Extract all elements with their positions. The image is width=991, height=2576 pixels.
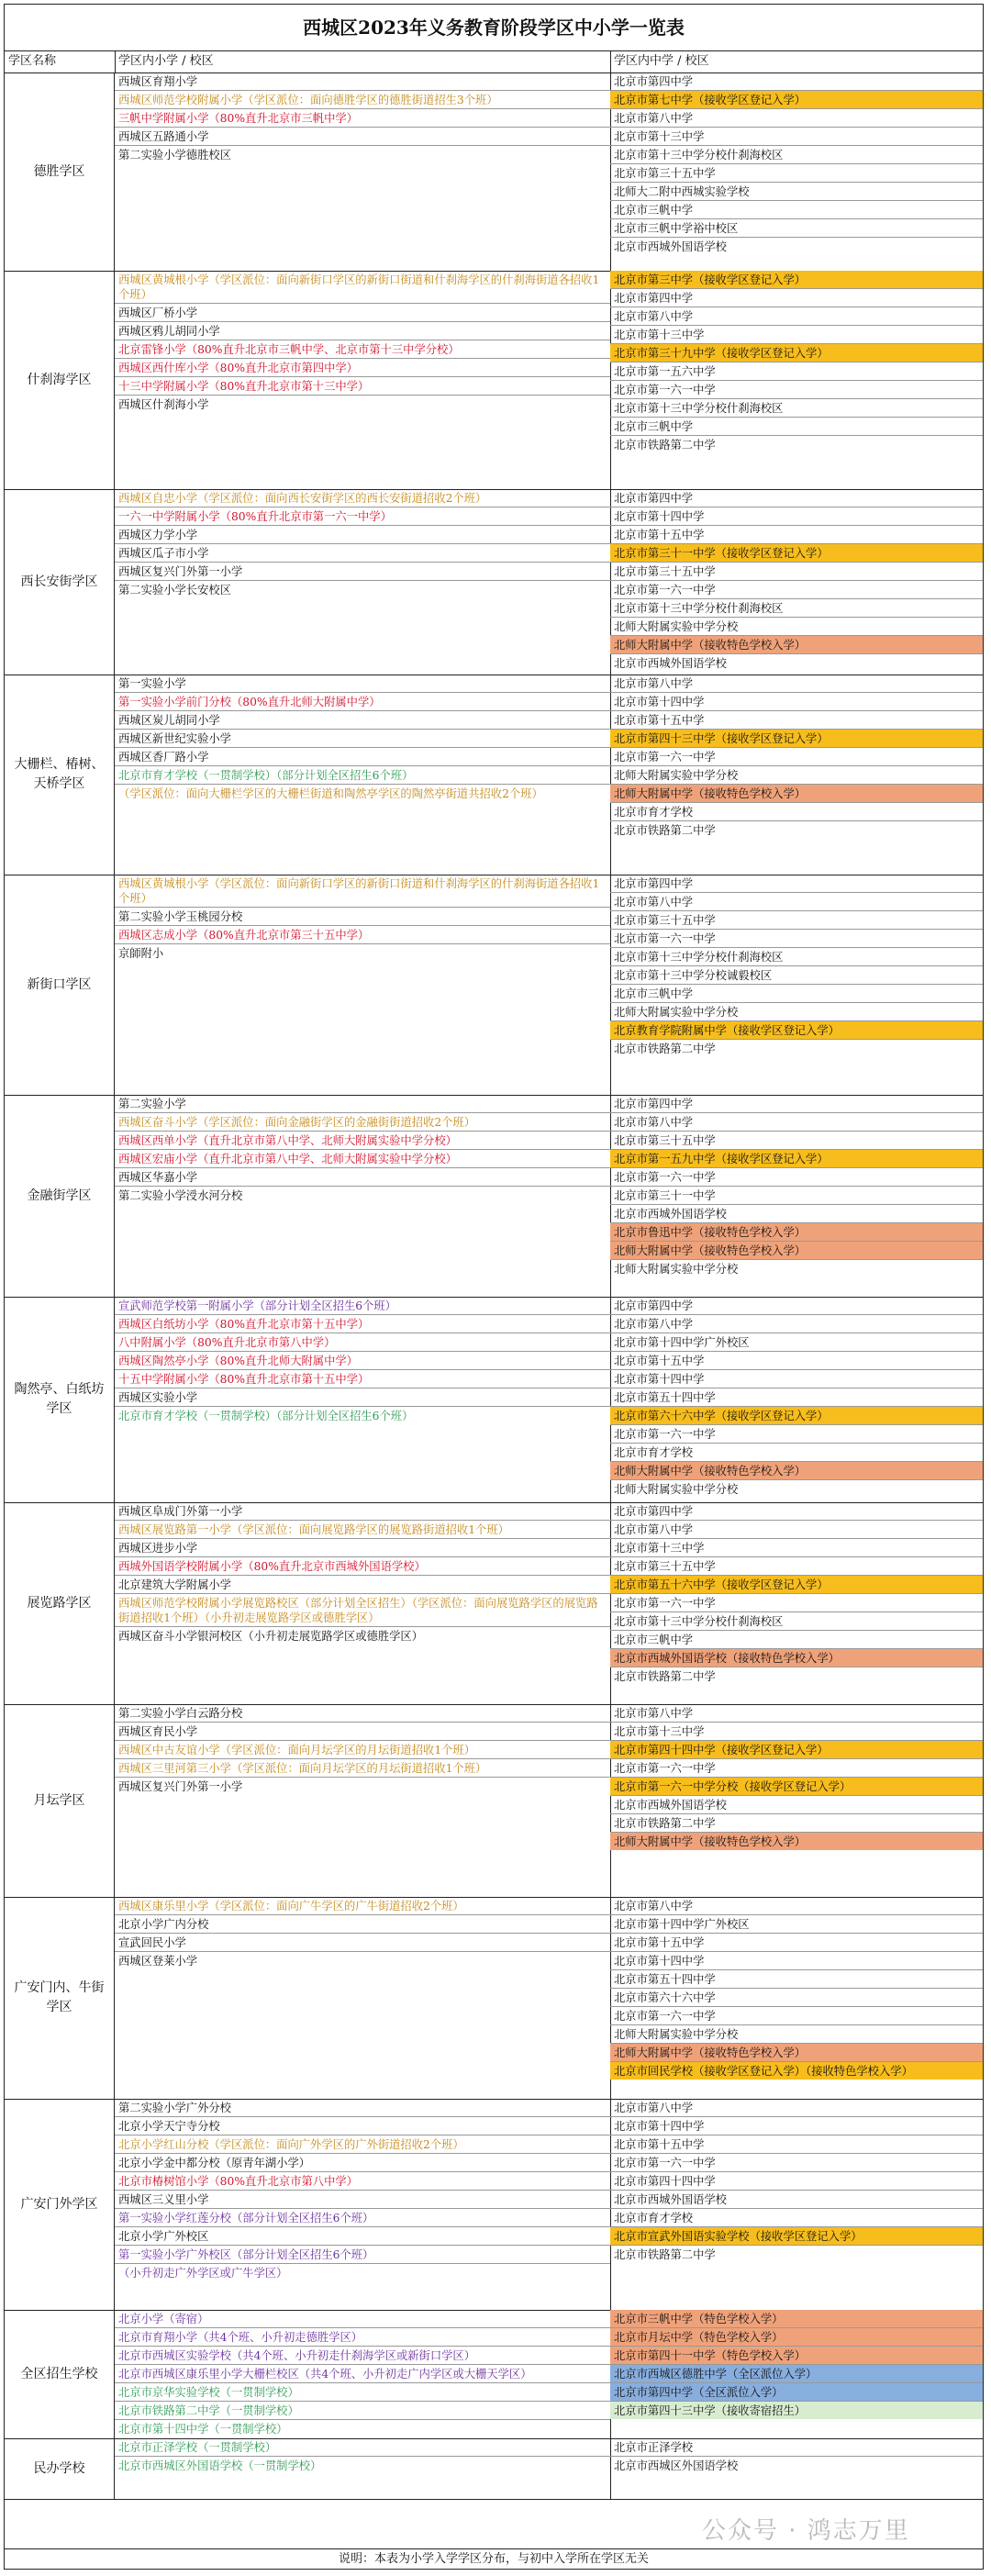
- primary-school-cell: 西城区志成小学（80%直升北京市第三十五中学）: [115, 926, 610, 944]
- middle-school-cell: 北京市第八中学: [610, 893, 983, 911]
- primary-school-list: [115, 2099, 611, 2310]
- primary-school-cell: 北京市第十四中学（一贯制学校）: [118, 2423, 288, 2436]
- primary-school-cell: 西城区瓜子市小学: [115, 544, 610, 563]
- primary-school-cell: 西城区奋斗小学银河校区（小升初走展览路学区或德胜学区）: [118, 1630, 424, 1643]
- primary-school-cell: 北京市西城区实验学校（共4个班、小升初走什刹海学区或新街口学区）: [115, 2347, 610, 2365]
- primary-school-cell: 西城区新世纪实验小学: [115, 730, 610, 748]
- middle-school-cell: 北京市育才学校: [610, 1444, 983, 1462]
- middle-school-cell: 北京市第十四中学广外校区: [610, 1333, 983, 1352]
- primary-school-cell: 西城区五路通小学: [115, 128, 610, 146]
- middle-school-cell: 北京市第一六一中学: [610, 930, 983, 948]
- middle-school-list: [610, 2099, 983, 2310]
- district-name: 新街口学区: [5, 875, 115, 1095]
- middle-school-cell: 北京市第八中学: [610, 1113, 983, 1132]
- primary-school-cell: 第一实验小学红莲分校（部分计划全区招生6个班）: [115, 2209, 610, 2227]
- district-name: 大栅栏、椿树、天桥学区: [5, 675, 115, 875]
- primary-school-cell: 西城区白纸坊小学（80%直升北京市第十五中学）: [115, 1315, 610, 1333]
- middle-school-cell: 北京市第一六一中学: [610, 2007, 983, 2025]
- middle-school-list: [610, 72, 983, 271]
- district-name: 广安门内、牛街学区: [5, 1897, 115, 2099]
- primary-school-cell: 第二实验小学德胜校区: [118, 149, 231, 162]
- middle-school-cell: 北京市第三十五中学: [610, 1132, 983, 1150]
- primary-school-cell: 西城区育民小学: [115, 1723, 610, 1741]
- middle-school-cell: 北京市三帆中学: [610, 418, 983, 436]
- primary-school-cell: 第一实验小学广外校区（部分计划全区招生6个班）: [115, 2246, 610, 2264]
- primary-school-list: [115, 1502, 611, 1704]
- middle-school-cell: 北京市三帆中学裕中校区: [610, 219, 983, 238]
- primary-school-cell: 北京市育翔小学（共4个班、小升初走德胜学区）: [115, 2328, 610, 2347]
- middle-school-cell: 北师大附属实验中学分校: [614, 1263, 739, 1276]
- primary-school-cell: 北京小学（寄宿）: [115, 2310, 610, 2328]
- primary-school-list: [115, 875, 611, 1095]
- district-name: 西长安街学区: [5, 489, 115, 675]
- primary-school-list: [115, 1095, 611, 1297]
- middle-school-list: [610, 489, 983, 675]
- middle-school-cell: 北师大附属实验中学分校: [610, 766, 983, 785]
- middle-school-cell: 北京市西城外国语学校: [610, 2191, 983, 2209]
- middle-school-list: [610, 1897, 983, 2099]
- district-row: [5, 1297, 983, 1503]
- middle-school-cell: 北京市鲁迅中学（接收特色学校入学）: [610, 1223, 983, 1242]
- primary-school-list: [115, 675, 611, 875]
- middle-school-cell: 北京市西城外国语学校: [614, 657, 727, 670]
- primary-school-cell: 西城外国语学校附属小学（80%直升北京市西城外国语学校）: [115, 1557, 610, 1576]
- middle-school-cell: 北京市西城区德胜中学（全区派位入学）: [610, 2365, 983, 2383]
- table-header: [5, 50, 983, 73]
- district-row: [5, 1704, 983, 1898]
- primary-school-cell: 西城区师范学校附属小学（学区派位：面向德胜学区的德胜街道招生3个班）: [115, 91, 610, 109]
- primary-school-list: [115, 72, 611, 271]
- middle-school-cell: 北京市第八中学: [610, 1315, 983, 1333]
- primary-school-cell: 西城区香厂路小学: [115, 748, 610, 766]
- middle-school-cell: 北京市第十五中学: [610, 1934, 983, 1952]
- primary-school-cell: 西城区力学小学: [115, 526, 610, 544]
- primary-school-list: [115, 1297, 611, 1502]
- primary-school-cell: 第二实验小学涭水河分校: [118, 1189, 243, 1202]
- middle-school-cell: 北京市第十三中学分校什刹海校区: [610, 948, 983, 966]
- middle-school-cell: 北京市第十五中学: [610, 711, 983, 730]
- middle-school-cell: 北京市第十三中学分校什刹海校区: [610, 1612, 983, 1631]
- middle-school-cell: 北京市正泽学校: [610, 2438, 983, 2457]
- middle-school-cell: 北京市第十三中学分校什刹海校区: [610, 399, 983, 418]
- primary-school-cell: 第二实验小学白云路分校: [115, 1704, 610, 1723]
- middle-school-cell: 北京市第四十三中学（接收学区登记入学）: [610, 730, 983, 748]
- middle-school-cell: 北京市第六十六中学: [610, 1989, 983, 2007]
- middle-school-cell: 北师大附属中学（接收特色学校入学）: [610, 1833, 983, 1850]
- middle-school-cell: 北京市第一五六中学: [610, 362, 983, 381]
- primary-school-cell: 西城区鸦儿胡同小学: [115, 322, 610, 340]
- middle-school-cell: 北京市第十五中学: [610, 526, 983, 544]
- middle-school-cell: 北京市西城外国语学校: [610, 1796, 983, 1814]
- primary-school-cell: 北京市西城区外国语学校（一贯制学校）: [118, 2459, 322, 2472]
- middle-school-cell: 北京市第八中学: [610, 1704, 983, 1723]
- middle-school-cell: 北京市第十四中学: [610, 507, 983, 526]
- middle-school-cell: 北京市第八中学: [610, 2099, 983, 2117]
- middle-school-cell: 北京市铁路第二中学: [614, 2248, 716, 2261]
- middle-school-cell: 北京市第十四中学: [610, 1370, 983, 1388]
- district-row: [5, 72, 983, 272]
- middle-school-cell: 北京市第十四中学: [610, 1952, 983, 1970]
- district-row: [5, 2310, 983, 2439]
- middle-school-cell: 北京市育才学校: [610, 2209, 983, 2227]
- middle-school-cell: 北京市第十三中学分校什刹海校区: [610, 146, 983, 164]
- primary-school-cell: 西城区西单小学（直升北京市第八中学、北师大附属实验中学分校）: [115, 1132, 610, 1150]
- middle-school-cell: 北京市第一六一中学: [610, 1168, 983, 1187]
- middle-school-cell: 北师大附属中学（接收特色学校入学）: [610, 636, 983, 654]
- middle-school-cell: 北京市育才学校: [610, 803, 983, 821]
- primary-school-cell: 京師附小: [118, 947, 164, 960]
- middle-school-cell: 北京市第十四中学: [610, 2117, 983, 2136]
- primary-school-cell: 北京小学广外校区: [115, 2227, 610, 2246]
- middle-school-cell: 北京市第四中学: [610, 875, 983, 893]
- primary-school-cell: 第二实验小学玉桃园分校: [115, 908, 610, 926]
- middle-school-cell: 北京市三帆中学（特色学校入学）: [610, 2310, 983, 2328]
- primary-school-list: [115, 1704, 611, 1897]
- primary-school-cell: 西城区黄城根小学（学区派位：面向新街口学区的新街口街道和什刹海学区的什刹海街道各招收1个班）: [115, 875, 610, 908]
- table-title: 西城区2023年义务教育阶段学区中小学一览表: [5, 5, 983, 51]
- middle-school-cell: 北京市第六十六中学（接收学区登记入学）: [610, 1407, 983, 1425]
- middle-school-cell: 北京市第十三中学分校什刹海校区: [610, 599, 983, 618]
- middle-school-list: [610, 675, 983, 875]
- primary-school-cell: 第二实验小学长安校区: [118, 584, 231, 597]
- middle-school-cell: 北京市第十三中学: [610, 1539, 983, 1557]
- middle-school-list: [610, 1095, 983, 1297]
- middle-school-cell: 北京教育学院附属中学（接收学区登记入学）: [610, 1021, 983, 1040]
- primary-school-cell: 西城区自忠小学（学区派位：面向西长安街学区的西长安街道招收2个班）: [115, 489, 610, 507]
- middle-school-cell: 北京市第十四中学: [610, 693, 983, 711]
- middle-school-cell: 北师大附属中学（接收特色学校入学）: [610, 785, 983, 803]
- primary-school-cell: 西城区进步小学: [115, 1539, 610, 1557]
- middle-school-cell: 北师大附属实验中学分校: [610, 2025, 983, 2044]
- district-name: 月坛学区: [5, 1704, 115, 1897]
- primary-school-cell: 北京建筑大学附属小学: [115, 1576, 610, 1594]
- district-row: [5, 271, 983, 490]
- middle-school-cell: 北京市第一六一中学: [610, 581, 983, 599]
- primary-school-cell: 西城区厂桥小学: [115, 304, 610, 322]
- middle-school-cell: 北京市第四十三中学（接收寄宿招生）: [610, 2402, 983, 2419]
- middle-school-cell: 北师大二附中西城实验学校: [610, 183, 983, 201]
- middle-school-cell: 北师大附属实验中学分校: [610, 618, 983, 636]
- primary-school-cell: 北京小学金中都分校（原青年湖小学）: [115, 2154, 610, 2172]
- middle-school-cell: 北京市第四中学: [610, 1502, 983, 1521]
- middle-school-list: [610, 1297, 983, 1502]
- primary-school-cell: 西城区中古友谊小学（学区派位：面向月坛学区的月坛街道招收1个班）: [115, 1741, 610, 1759]
- middle-school-cell: 北京市第三十一中学（接收学区登记入学）: [610, 544, 983, 563]
- primary-school-cell: 第一实验小学: [115, 675, 610, 693]
- primary-school-cell: 第二实验小学广外分校: [115, 2099, 610, 2117]
- middle-school-cell: 北京市铁路第二中学: [614, 439, 716, 452]
- primary-school-cell: （学区派位：面向大栅栏学区的大栅栏街道和陶然亭学区的陶然亭街道共招收2个班）: [118, 787, 543, 800]
- middle-school-cell: 北京市第三十五中学: [610, 563, 983, 581]
- primary-school-cell: 北京市正泽学校（一贯制学校）: [115, 2438, 610, 2457]
- district-name: 陶然亭、白纸坊学区: [5, 1297, 115, 1502]
- district-name: 展览路学区: [5, 1502, 115, 1704]
- middle-school-cell: 北京市第三十五中学: [610, 164, 983, 183]
- primary-school-cell: 西城区炭儿胡同小学: [115, 711, 610, 730]
- middle-school-cell: 北京市第十五中学: [610, 1352, 983, 1370]
- middle-school-cell: 北京市第五十六中学（接收学区登记入学）: [610, 1576, 983, 1594]
- middle-school-cell: 北京市月坛中学（特色学校入学）: [610, 2328, 983, 2347]
- district-name: 德胜学区: [5, 72, 115, 271]
- middle-school-cell: 北京市三帆中学: [610, 201, 983, 219]
- middle-school-cell: 北京市第四十一中学（特色学校入学）: [610, 2347, 983, 2365]
- district-row: [5, 675, 983, 875]
- primary-school-cell: 第一实验小学前门分校（80%直升北师大附属中学）: [115, 693, 610, 711]
- middle-school-cell: 北京市第八中学: [610, 675, 983, 693]
- primary-school-cell: 西城区三里河第三小学（学区派位：面向月坛学区的月坛街道招收1个班）: [115, 1759, 610, 1778]
- middle-school-cell: 北京市三帆中学: [610, 1631, 983, 1649]
- school-table: [4, 4, 984, 2570]
- middle-school-cell: 北京市铁路第二中学: [610, 1814, 983, 1833]
- middle-school-cell: 北京市第八中学: [610, 109, 983, 128]
- middle-school-cell: 北师大附属实验中学分校: [614, 1483, 739, 1496]
- middle-school-cell: 北京市第十三中学: [610, 1723, 983, 1741]
- primary-school-list: [115, 2310, 611, 2438]
- primary-school-cell: 西城区奋斗小学（学区派位：面向金融街学区的金融街街道招收2个班）: [115, 1113, 610, 1132]
- primary-school-cell: 西城区三义里小学: [115, 2191, 610, 2209]
- middle-school-list: [610, 2310, 983, 2438]
- primary-school-cell: 西城区康乐里小学（学区派位：面向广牛学区的广牛街道招收2个班）: [115, 1897, 610, 1915]
- middle-school-cell: 北京市回民学校（接收学区登记入学）（接收特色学校入学）: [610, 2062, 983, 2080]
- primary-school-cell: 北京小学红山分校（学区派位：面向广外学区的广外街道招收2个班）: [115, 2136, 610, 2154]
- primary-school-cell: 十三中学附属小学（80%直升北京市第十三中学）: [115, 377, 610, 396]
- primary-school-cell: 西城区宏庙小学（直升北京市第八中学、北师大附属实验中学分校）: [115, 1150, 610, 1168]
- middle-school-cell: 北师大附属中学（接收特色学校入学）: [610, 2044, 983, 2062]
- middle-school-cell: 北京市第一六一中学: [610, 381, 983, 399]
- primary-school-cell: 北京市椿树馆小学（80%直升北京市第八中学）: [115, 2172, 610, 2191]
- middle-school-list: [610, 271, 983, 489]
- district-name: 什刹海学区: [5, 271, 115, 489]
- primary-school-cell: 西城区复兴门外第一小学: [118, 1780, 243, 1793]
- middle-school-cell: 北京市第一六一中学: [610, 748, 983, 766]
- middle-school-list: [610, 2438, 983, 2499]
- primary-school-cell: 北京市铁路第二中学（一贯制学校）: [115, 2402, 610, 2420]
- middle-school-cell: 北京市第十五中学: [610, 2136, 983, 2154]
- primary-school-cell: 北京市西城区康乐里小学大栅栏校区（共4个班、小升初走广内学区或大栅天学区）: [115, 2365, 610, 2383]
- middle-school-cell: 北京市第三十五中学: [610, 911, 983, 930]
- middle-school-cell: 北京市第八中学: [610, 1897, 983, 1915]
- primary-school-cell: 宣武回民小学: [115, 1934, 610, 1952]
- middle-school-cell: 北京市第五十四中学: [610, 1388, 983, 1407]
- primary-school-list: [115, 2438, 611, 2499]
- middle-school-list: [610, 1502, 983, 1704]
- middle-school-cell: 北京市第四中学: [610, 289, 983, 307]
- middle-school-cell: 北京市西城区外国语学校: [614, 2459, 739, 2472]
- primary-school-cell: 北京市京华实验学校（一贯制学校）: [115, 2383, 610, 2402]
- primary-school-cell: 宣武师范学校第一附属小学（部分计划全区招生6个班）: [115, 1297, 610, 1315]
- middle-school-cell: 北京市第四中学（全区派位入学）: [610, 2383, 983, 2402]
- primary-school-list: [115, 1897, 611, 2099]
- primary-school-cell: 西城区黄城根小学（学区派位：面向新街口学区的新街口街道和什刹海学区的什刹海街道各招收1个班）: [115, 271, 610, 304]
- middle-school-cell: 北京市第一五九中学（接收学区登记入学）: [610, 1150, 983, 1168]
- primary-school-cell: 一六一中学附属小学（80%直升北京市第一六一中学）: [115, 507, 610, 526]
- primary-school-cell: 北京小学广内分校: [115, 1915, 610, 1934]
- district-name: 全区招生学校: [5, 2310, 115, 2438]
- primary-school-cell: 西城区展览路第一小学（学区派位：面向展览路学区的展览路街道招收1个班）: [115, 1521, 610, 1539]
- middle-school-cell: 北京市第三十五中学: [610, 1557, 983, 1576]
- header-middle: 学区内中学 / 校区: [614, 54, 709, 68]
- middle-school-cell: 北京市第三十九中学（接收学区登记入学）: [610, 344, 983, 362]
- middle-school-cell: 北京市第三中学（接收学区登记入学）: [610, 271, 983, 289]
- middle-school-cell: 北京市第一六一中学: [610, 1759, 983, 1778]
- middle-school-cell: 北师大附属实验中学分校: [610, 1003, 983, 1021]
- middle-school-list: [610, 875, 983, 1095]
- table-footer-note: 说明：本表为小学入学学区分布，与初中入学所在学区无关: [5, 2548, 983, 2570]
- district-row: [5, 875, 983, 1096]
- district-row: [5, 1095, 983, 1298]
- middle-school-cell: 北京市第一六一中学: [610, 1425, 983, 1444]
- middle-school-cell: 北京市第四中学: [610, 72, 983, 91]
- header-primary: 学区内小学 / 校区: [115, 50, 611, 72]
- header-district: 学区名称: [5, 50, 116, 72]
- middle-school-cell: 北京市第一六一中学: [610, 1594, 983, 1612]
- primary-school-cell: 西城区华嘉小学: [115, 1168, 610, 1187]
- middle-school-cell: 北师大附属中学（接收特色学校入学）: [610, 1242, 983, 1260]
- middle-school-cell: 北京市第八中学: [610, 1521, 983, 1539]
- district-row: [5, 1502, 983, 1705]
- primary-school-cell: 北京雷锋小学（80%直升北京市三帆中学、北京市第十三中学分校）: [115, 340, 610, 359]
- middle-school-cell: 北京市第十三中学分校诚毅校区: [610, 966, 983, 985]
- middle-school-cell: 北京市第八中学: [610, 307, 983, 326]
- middle-school-cell: 北京市宣武外国语实验学校（接收学区登记入学）: [610, 2227, 983, 2246]
- primary-school-cell: 西城区西什库小学（80%直升北京市第四中学）: [115, 359, 610, 377]
- middle-school-cell: 北京市西城外国语学校: [610, 1205, 983, 1223]
- middle-school-cell: 北京市第一六一中学: [610, 2154, 983, 2172]
- middle-school-cell: 北京市第四中学: [610, 489, 983, 507]
- middle-school-cell: 北京市铁路第二中学: [614, 1670, 716, 1683]
- middle-school-cell: 北京市三帆中学: [610, 985, 983, 1003]
- middle-school-cell: 北京市第四十四中学: [610, 2172, 983, 2191]
- middle-school-cell: 北京市铁路第二中学: [614, 824, 716, 837]
- middle-school-cell: 北京市第四中学: [610, 1095, 983, 1113]
- middle-school-cell: 北京市西城外国语学校（接收特色学校入学）: [610, 1649, 983, 1667]
- middle-school-cell: 北京市西城外国语学校: [614, 240, 727, 253]
- primary-school-cell: 西城区阜成门外第一小学: [115, 1502, 610, 1521]
- primary-school-cell: 西城区育翔小学: [115, 72, 610, 91]
- district-name: 金融街学区: [5, 1095, 115, 1297]
- middle-school-cell: 北京市第四中学: [610, 1297, 983, 1315]
- district-name: 民办学校: [5, 2438, 115, 2499]
- middle-school-cell: 北京市第一六一中学分校（接收学区登记入学）: [610, 1778, 983, 1796]
- district-row: [5, 489, 983, 675]
- primary-school-cell: 西城区什刹海小学: [118, 398, 209, 411]
- middle-school-cell: 北京市第十三中学: [610, 128, 983, 146]
- middle-school-cell: 北京市第四十四中学（接收学区登记入学）: [610, 1741, 983, 1759]
- primary-school-list: [115, 489, 611, 675]
- primary-school-cell: （小升初走广外学区或广牛学区）: [118, 2267, 288, 2280]
- watermark: 公众号 · 鸿志万里: [702, 2517, 910, 2545]
- primary-school-cell: 十五中学附属小学（80%直升北京市第十五中学）: [115, 1370, 610, 1388]
- district-row: [5, 2438, 983, 2500]
- primary-school-cell: 北京市育才学校（一贯制学校）（部分计划全区招生6个班）: [118, 1410, 414, 1422]
- primary-school-cell: 八中附属小学（80%直升北京市第八中学）: [115, 1333, 610, 1352]
- primary-school-cell: 西城区复兴门外第一小学: [115, 563, 610, 581]
- district-name: 广安门外学区: [5, 2099, 115, 2310]
- primary-school-cell: 西城区师范学校附属小学展览路校区（部分计划全区招生）（学区派位：面向展览路学区的展览路街道招收1个班）（小升初走展览路学区或德胜学区）: [115, 1594, 610, 1627]
- middle-school-cell: 北师大附属中学（接收特色学校入学）: [610, 1462, 983, 1480]
- middle-school-cell: 北京市第七中学（接收学区登记入学）: [610, 91, 983, 109]
- middle-school-cell: 北京市第三十一中学: [610, 1187, 983, 1205]
- primary-school-cell: 三帆中学附属小学（80%直升北京市三帆中学）: [115, 109, 610, 128]
- middle-school-cell: 北京市第五十四中学: [610, 1970, 983, 1989]
- district-row: [5, 1897, 983, 2100]
- primary-school-cell: 西城区陶然亭小学（80%直升北师大附属中学）: [115, 1352, 610, 1370]
- middle-school-cell: 北京市第十四中学广外校区: [610, 1915, 983, 1934]
- middle-school-cell: 北京市第十三中学: [610, 326, 983, 344]
- primary-school-cell: 北京小学天宁寺分校: [115, 2117, 610, 2136]
- middle-school-list: [610, 1704, 983, 1897]
- primary-school-cell: 第二实验小学: [115, 1095, 610, 1113]
- primary-school-cell: 西城区登莱小学: [118, 1955, 198, 1968]
- primary-school-cell: 西城区实验小学: [115, 1388, 610, 1407]
- primary-school-list: [115, 271, 611, 489]
- primary-school-cell: 北京市育才学校（一贯制学校）（部分计划全区招生6个班）: [115, 766, 610, 785]
- district-row: [5, 2099, 983, 2311]
- middle-school-cell: 北京市铁路第二中学: [614, 1043, 716, 1055]
